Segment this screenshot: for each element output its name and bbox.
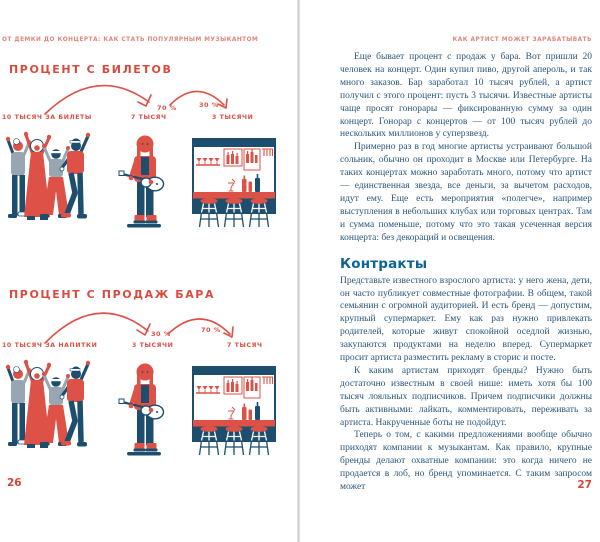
body-text-column	[340, 51, 592, 494]
paragraph: Представьте известного взрослого артиста: у него жена, дети, он часто публикует совместные фотографии. В общем, такой семьянин с огромной аудиторией. И есть бренд — допустим, крупный супермаркет. Ему как раз нужно привлекать родителей, которые живут спокойной оседлой жизнью, закупаются продуктами на неделю вперед. Супермаркет просит артиста разместить рекламу в сторис и посте.	[340, 275, 592, 364]
running-head-left: ОТ ДЕМКИ ДО КОНЦЕРТА: КАК СТАТЬ ПОПУЛЯРНЫМ МУЗЫКАНТОМ	[2, 37, 259, 43]
bar-counter-illustration	[192, 134, 276, 230]
page-right	[300, 0, 600, 542]
bar-venue-amount: 7 ТЫСЯЧ	[227, 342, 263, 349]
bar-venue-pct: 70 %	[201, 326, 221, 334]
running-head-right: КАК АРТИСТ МОЖЕТ ЗАРАБАТЫВАТЬ	[452, 37, 592, 43]
paragraph: Еще бывает процент с продаж у бара. Вот пришли 20 человек на концерт. Один купил пиво, другой апероль, и так много заказов. Бар заработал 10 тысяч рублей, а артист получил с этого процент: пусть 3 тысячи. Известные артисты чаще просят гонорары — фиксированную сумму за один концерт. Гонорар с концертов — от 100 тысяч рублей до нескольких миллионов у суперзвезд.	[340, 52, 592, 140]
bar-artist-amount: 3 ТЫСЯЧИ	[132, 342, 174, 349]
section-title-bar-sales: ПРОЦЕНТ С ПРОДАЖ БАРА	[9, 288, 216, 301]
paragraph: К каким артистам приходят бренды? Нужно быть достаточно известным в своей нише: иметь хотя бы 100 тысяч лояльных подписчиков. Причем подписчики должны быть активными: лайкать, комментировать, переживать за артиста. Накрученные боты не подойдут.	[340, 365, 592, 428]
bar-artist-pct: 30 %	[151, 330, 171, 338]
ticket-source-label: 10 ТЫСЯЧ ЗА БИЛЕТЫ	[2, 114, 92, 121]
ticket-artist-amount: 7 ТЫСЯЧ	[131, 114, 167, 121]
page-number-right: 27	[577, 479, 592, 491]
contracts-heading: Контракты	[340, 255, 428, 272]
bar-counter-illustration	[192, 362, 276, 458]
guitarist-illustration	[117, 131, 173, 231]
guitarist-illustration	[117, 359, 173, 459]
paragraph: Теперь о том, с какими предложениями вообще обычно приходят компании к музыкантам. Как правило, крупные бренды делают охватные компании: это когда ничего не продается в лоб, но бренд упоминается. С таким запросом может	[340, 430, 592, 493]
dancing-crowd-illustration	[3, 355, 91, 457]
ticket-artist-pct: 70 %	[157, 104, 177, 112]
ticket-venue-pct: 30 %	[199, 101, 219, 109]
section-title-tickets: ПРОЦЕНТ С БИЛЕТОВ	[9, 63, 173, 76]
page-number-left: 26	[7, 477, 22, 489]
paragraph: Примерно раз в год многие артисты устраивают большой сольник, обычно он проходит в Москве или Петербурге. На таких концертах можно заработать много, потому что артист — единственная звезда, все деньги, за вычетом расходов, идут ему. Еще есть мероприятия «полегче», например выступления в небольших клубах или торговых центрах. Там и сумма поменьше, потому что это такая усеченная версия концерта: без декораций и освещения.	[340, 142, 592, 243]
dancing-crowd-illustration	[3, 127, 91, 229]
bar-source-label: 10 ТЫСЯЧ ЗА НАПИТКИ	[2, 342, 98, 349]
ticket-venue-amount: 3 ТЫСЯЧИ	[212, 114, 254, 121]
page-left	[0, 0, 297, 542]
